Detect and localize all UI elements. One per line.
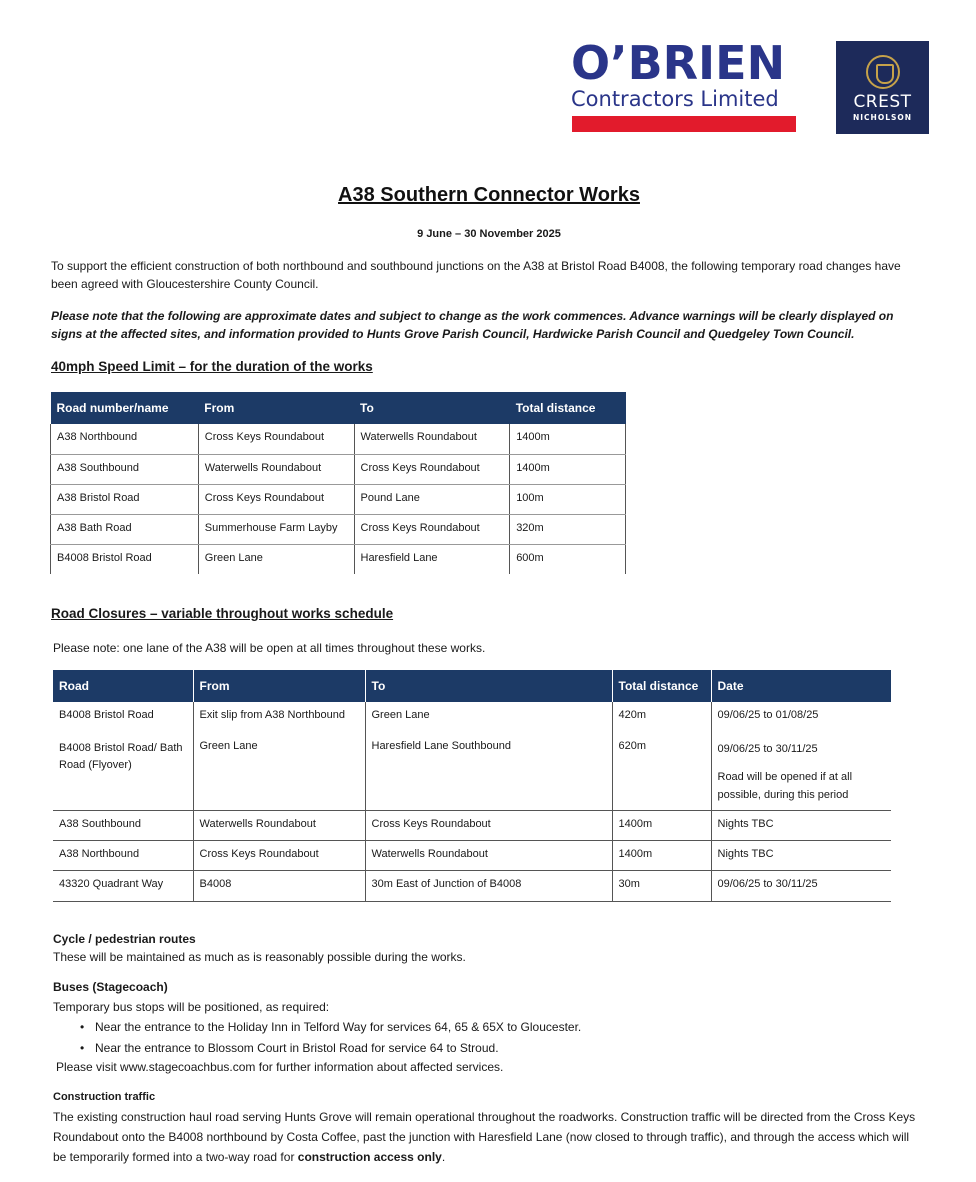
table-cell: Cross Keys Roundabout (198, 424, 354, 454)
table-cell: Green Lane (193, 733, 365, 810)
cycle-text: These will be maintained as much as is reasonably possible during the works. (53, 950, 466, 964)
table-cell: 420m (612, 702, 711, 733)
table-cell: 1400m (612, 840, 711, 870)
table-cell: B4008 Bristol Road (59, 709, 154, 721)
column-header: Total distance (612, 670, 711, 702)
table-cell: A38 Bristol Road (51, 484, 199, 514)
crest-logo-subtitle: NICHOLSON (852, 113, 913, 122)
obrien-logo (571, 36, 799, 134)
speed-limit-heading: 40mph Speed Limit – for the duration of the works (51, 359, 373, 374)
closure-date-note: Road will be opened if at all possible, during this period (717, 771, 853, 801)
table-cell: A38 Bath Road (51, 514, 199, 544)
table-cell: Waterwells Roundabout (193, 810, 365, 840)
table-cell: Cross Keys Roundabout (198, 484, 354, 514)
road-closures-note: Please note: one lane of the A38 will be open at all times throughout these works. (53, 641, 486, 655)
table-cell: A38 Northbound (51, 424, 199, 454)
road-closures-table (53, 670, 891, 902)
table-cell: Pound Lane (354, 484, 510, 514)
table-cell: B4008 Bristol Road/ Bath Road (Flyover) (53, 733, 193, 810)
table-cell: 30m (612, 870, 711, 901)
table-cell: B4008 Bristol Road (51, 544, 199, 574)
column-header: Road (53, 670, 193, 702)
table-row (53, 810, 891, 840)
crest-logo-name: CREST (853, 92, 912, 112)
table-cell: Green Lane (365, 702, 612, 733)
table-row (53, 702, 891, 733)
table-cell: Green Lane (198, 544, 354, 574)
table-cell: A38 Northbound (53, 840, 193, 870)
table-row (53, 840, 891, 870)
table-cell: 1400m (510, 424, 626, 454)
table-cell: 1400m (612, 810, 711, 840)
column-header: To (354, 392, 510, 424)
bus-stops-list (80, 1017, 581, 1059)
column-header: From (198, 392, 354, 424)
table-cell: Exit slip from A38 Northbound (193, 702, 365, 733)
table-row (51, 484, 626, 514)
table-cell: Summerhouse Farm Layby (198, 514, 354, 544)
list-item: • Near the entrance to Blossom Court in Bristol Road for service 64 to Stroud. (80, 1038, 581, 1059)
table-cell: 100m (510, 484, 626, 514)
table-row (53, 870, 891, 901)
table-cell (711, 733, 891, 810)
table-header-row (51, 392, 626, 424)
table-cell: 1400m (510, 454, 626, 484)
obrien-logo-name: O’BRIEN (571, 36, 786, 90)
construction-text-end: . (441, 1150, 446, 1164)
table-cell: Cross Keys Roundabout (365, 810, 612, 840)
table-cell: Nights TBC (711, 840, 891, 870)
table-cell: Cross Keys Roundabout (193, 840, 365, 870)
table-cell: Waterwells Roundabout (365, 840, 612, 870)
intro-paragraph: To support the efficient construction of both northbound and southbound junctions on the A38 at Bristol Road B4008, the following temporary road changes have been agreed with Gloucestershire County Council. (51, 259, 901, 291)
table-cell: Nights TBC (711, 810, 891, 840)
works-dates: 9 June – 30 November 2025 (417, 228, 561, 240)
notice-paragraph: Please note that the following are approximate dates and subject to change as the work commences. Advance warnings will be clearly displayed on signs at the affected sites, and information provided to Hunts Grove Parish Council, Hardwicke Parish Council and Quedgeley Town Council. (51, 309, 894, 341)
buses-outro: Please visit www.stagecoachbus.com for further information about affected services. (56, 1060, 504, 1074)
table-cell: Haresfield Lane (354, 544, 510, 574)
table-row (51, 514, 626, 544)
table-row (51, 454, 626, 484)
table-cell: Haresfield Lane Southbound (365, 733, 612, 810)
table-row (51, 544, 626, 574)
table-cell: 09/06/25 to 30/11/25 (711, 870, 891, 901)
table-header-row (53, 670, 891, 702)
construction-text-body: The existing construction haul road serving Hunts Grove will remain operational throughout the roadworks. Construction traffic will be directed from the Cross Keys Roundabout onto the B4008 northbound by Costa Coffee, past the junction with Haresfield Lane (now closed to through traffic), and through the access which will be temporarily formed into a two-way road for (53, 1110, 916, 1164)
table-cell: 620m (612, 733, 711, 810)
cycle-heading: Cycle / pedestrian routes (53, 932, 196, 946)
table-cell: A38 Southbound (53, 810, 193, 840)
table-cell: Cross Keys Roundabout (354, 454, 510, 484)
speed-limit-table (50, 392, 626, 574)
column-header: From (193, 670, 365, 702)
construction-emphasis: construction access only (297, 1150, 442, 1164)
page-title: A38 Southern Connector Works (338, 184, 640, 206)
obrien-logo-subtitle: Contractors Limited (571, 87, 779, 111)
road-closures-heading: Road Closures – variable throughout works schedule (51, 606, 394, 621)
table-cell: 09/06/25 to 01/08/25 (711, 702, 891, 733)
obrien-logo-red-bar (572, 116, 796, 132)
table-cell: 320m (510, 514, 626, 544)
crest-shield-icon (866, 55, 900, 89)
buses-intro: Temporary bus stops will be positioned, as required: (53, 1000, 330, 1014)
column-header: Road number/name (51, 392, 199, 424)
table-cell: Cross Keys Roundabout (354, 514, 510, 544)
closure-date: 09/06/25 to 30/11/25 (717, 743, 818, 755)
table-row (51, 424, 626, 454)
table-cell: Waterwells Roundabout (198, 454, 354, 484)
table-cell: Waterwells Roundabout (354, 424, 510, 454)
column-header: To (365, 670, 612, 702)
table-cell: A38 Southbound (51, 454, 199, 484)
construction-text (53, 1107, 923, 1167)
table-row (53, 733, 891, 810)
table-cell: 43320 Quadrant Way (53, 870, 193, 901)
table-cell: B4008 (193, 870, 365, 901)
buses-heading: Buses (Stagecoach) (53, 980, 168, 994)
column-header: Date (711, 670, 891, 702)
construction-heading: Construction traffic (53, 1091, 156, 1103)
list-item: • Near the entrance to the Holiday Inn in Telford Way for services 64, 65 & 65X to Gloucester. (80, 1017, 581, 1038)
column-header: Total distance (510, 392, 626, 424)
table-cell: 600m (510, 544, 626, 574)
table-cell: 30m East of Junction of B4008 (365, 870, 612, 901)
crest-nicholson-logo (836, 41, 929, 134)
